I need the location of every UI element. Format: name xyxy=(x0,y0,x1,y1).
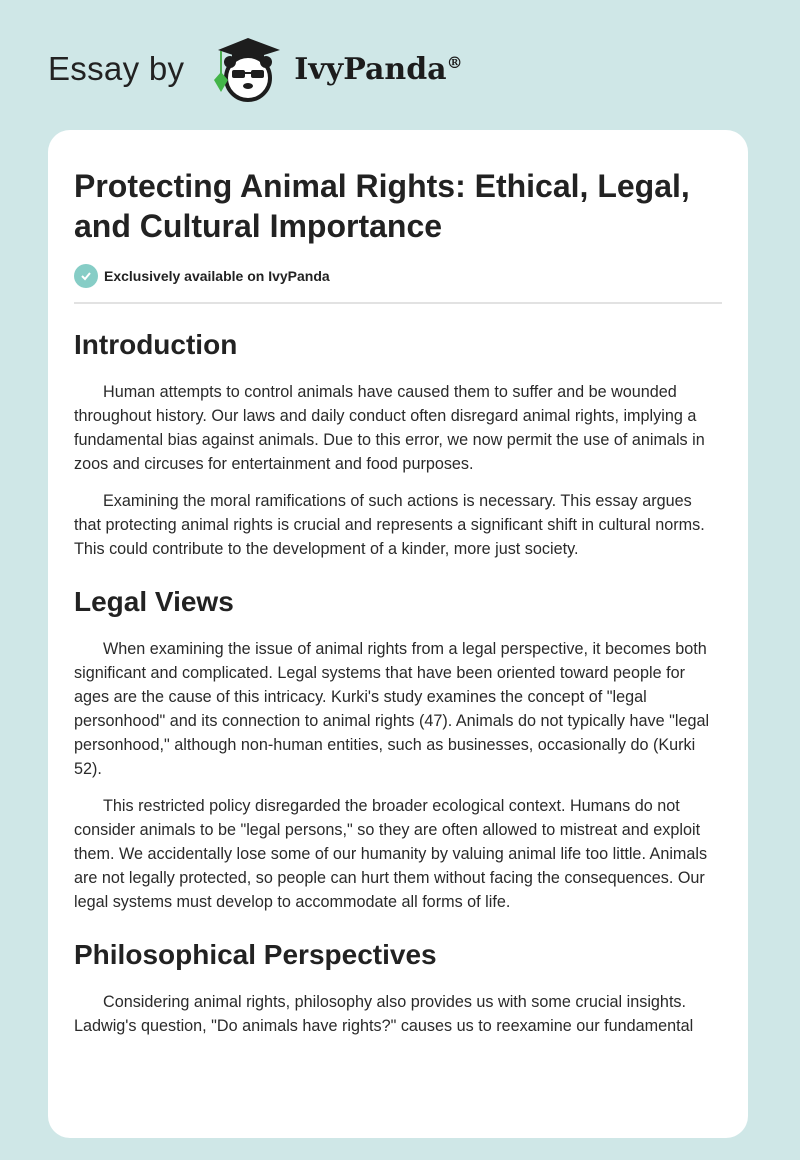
paragraph: This restricted policy disregarded the broader ecological context. Humans do not consider animals to be "legal persons," so they are often allowed to mistreat and exploit them. We accidentally lose some of our humanity by valuing animal life too little. Animals are not legally protected, so people can hurt them without facing the consequences. Our legal systems must develop to accommodate all forms of life. xyxy=(74,797,708,911)
paragraph: Examining the moral ramifications of such actions is necessary. This essay argues that protecting animal rights is crucial and represents a significant shift in cultural norms. This could contribute to the development of a kinder, more just society. xyxy=(74,492,705,558)
ivypanda-logo-icon[interactable] xyxy=(204,34,290,104)
divider xyxy=(74,302,722,304)
brand-text: IvyPanda xyxy=(294,51,447,87)
check-icon xyxy=(74,264,98,288)
exclusive-text: Exclusively available on IvyPanda xyxy=(104,268,330,284)
paragraph: When examining the issue of animal rights from a legal perspective, it becomes both significant and complicated. Legal systems that have been oriented toward people for ages are the cause of this intricacy. Kurki's study examines the concept of "legal personhood" and its connection to animal rights (47). Animals do not typically have "legal personhood," although non-human entities, such as businesses, occasionally do (Kurki 52). xyxy=(74,640,710,778)
essay-title: Protecting Animal Rights: Ethical, Legal, and Cultural Importance xyxy=(74,168,690,244)
paragraph: Human attempts to control animals have caused them to suffer and be wounded throughout history. Our laws and daily conduct often disregard animal rights, implying a fundamental bias against animals. Due to this error, we now permit the use of animals in zoos and circuses for entertainment and food purposes. xyxy=(74,383,705,473)
essay-by-label: Essay by xyxy=(48,50,185,87)
section-heading: Introduction xyxy=(74,329,238,360)
brand-name xyxy=(294,52,462,87)
registered-mark: ® xyxy=(446,52,463,72)
section-heading: Legal Views xyxy=(74,586,234,617)
paragraph: Considering animal rights, philosophy also provides us with some crucial insights. Ladwig's question, "Do animals have rights?" causes us to reexamine our fundamental xyxy=(74,993,694,1035)
exclusive-badge xyxy=(74,264,722,288)
section-heading: Philosophical Perspectives xyxy=(74,939,437,970)
essay-card xyxy=(48,130,748,1138)
site-header xyxy=(48,34,463,104)
